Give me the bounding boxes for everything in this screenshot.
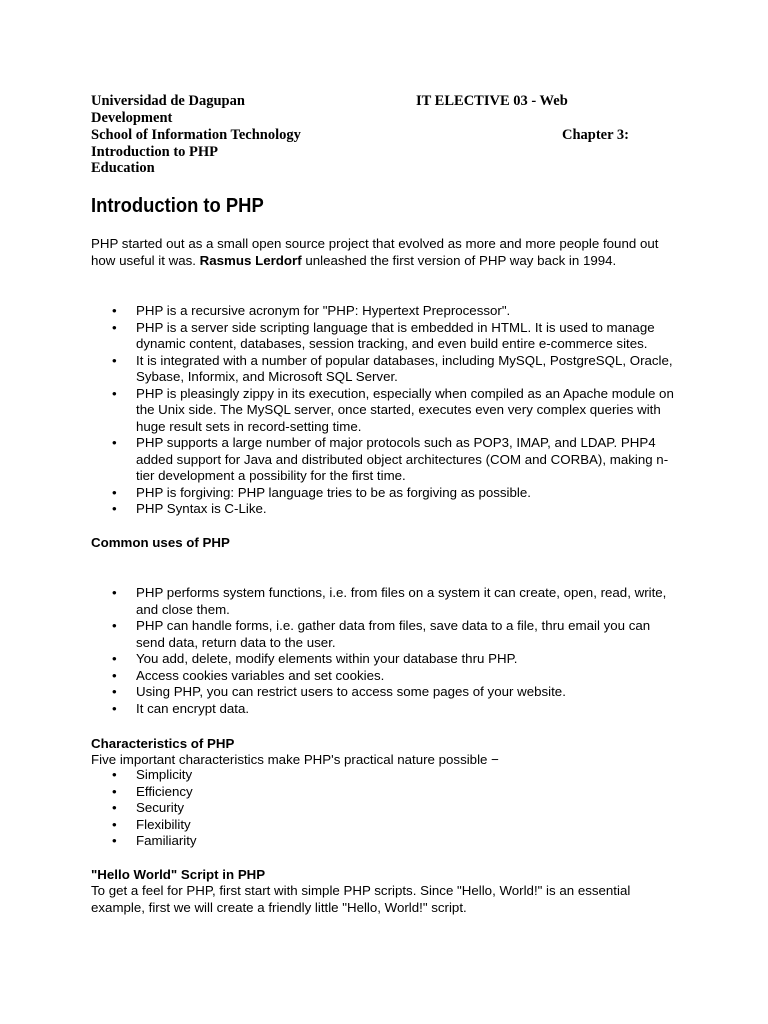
use-item bbox=[0, 618, 680, 651]
characteristic-item bbox=[0, 767, 400, 784]
use-item-text: PHP can handle forms, i.e. gather data from files, save data to a file, thru email you can send data, return data to the user. bbox=[136, 618, 651, 650]
header-department: Education bbox=[91, 160, 155, 176]
bullet-icon: • bbox=[112, 319, 117, 335]
intro-text-after: unleashed the first version of PHP way back in 1994. bbox=[301, 252, 617, 268]
use-item bbox=[0, 651, 680, 668]
characteristics-list bbox=[0, 767, 400, 850]
bullet-icon: • bbox=[112, 618, 117, 633]
characteristics-intro: Five important characteristics make PHP's practical nature possible − bbox=[91, 752, 499, 767]
header-school: School of Information Technology bbox=[91, 127, 301, 143]
characteristic-item bbox=[0, 784, 400, 801]
features-list bbox=[0, 303, 680, 518]
bullet-icon: • bbox=[112, 352, 117, 368]
bullet-icon: • bbox=[112, 667, 117, 683]
hello-paragraph: To get a feel for PHP, first start with simple PHP scripts. Since "Hello, World!" is an essential example, first we will create a friendly little "Hello, World!" script. bbox=[91, 883, 631, 915]
bullet-icon: • bbox=[112, 767, 117, 782]
feature-item-text: PHP Syntax is C-Like. bbox=[136, 501, 267, 516]
feature-item bbox=[0, 485, 680, 502]
feature-item-text: PHP is forgiving: PHP language tries to be as forgiving as possible. bbox=[136, 484, 531, 500]
feature-item bbox=[0, 435, 680, 485]
characteristic-item bbox=[0, 833, 400, 850]
feature-item-text: PHP is pleasingly zippy in its execution, especially when compiled as an Apache module on the Unix side. The MySQL server, once started, executes even very complex queries with huge result sets in record-setting time. bbox=[136, 385, 674, 434]
characteristic-item-text: Flexibility bbox=[136, 816, 191, 832]
use-item bbox=[0, 585, 680, 618]
bullet-icon: • bbox=[112, 800, 117, 815]
use-item-text: Access cookies variables and set cookies. bbox=[136, 667, 385, 683]
bullet-icon: • bbox=[112, 435, 117, 450]
intro-text-before: PHP started out as a small open source project that evolved as more and more people found out how useful it was. bbox=[91, 236, 659, 268]
header-course: IT ELECTIVE 03 - Web bbox=[416, 93, 568, 109]
characteristic-item-text: Familiarity bbox=[136, 833, 197, 848]
characteristics-heading: Characteristics of PHP bbox=[91, 736, 235, 751]
use-item bbox=[0, 701, 680, 718]
feature-item bbox=[0, 353, 680, 386]
feature-item-text: PHP supports a large number of major protocols such as POP3, IMAP, and LDAP. PHP4 added support for Java and distributed object architectures (COM and CORBA), making n-tier development a possibility for the first time. bbox=[136, 435, 669, 483]
bullet-icon: • bbox=[112, 833, 117, 848]
characteristic-item-text: Efficiency bbox=[136, 783, 193, 799]
intro-author-name: Rasmus Lerdorf bbox=[199, 252, 302, 268]
characteristic-item bbox=[0, 817, 400, 834]
page-title: Introduction to PHP bbox=[91, 195, 264, 217]
characteristic-item-text: Security bbox=[136, 800, 185, 815]
bullet-icon: • bbox=[112, 651, 117, 666]
bullet-icon: • bbox=[112, 816, 117, 832]
intro-paragraph bbox=[91, 236, 671, 269]
use-item bbox=[0, 684, 680, 701]
use-item-text: Using PHP, you can restrict users to access some pages of your website. bbox=[136, 684, 566, 699]
feature-item-text: PHP is a server side scripting language that is embedded in HTML. It is used to manage dynamic content, databases, session tracking, and even build entire e-commerce sites. bbox=[136, 319, 655, 351]
use-item bbox=[0, 668, 680, 685]
uses-list bbox=[0, 585, 680, 717]
use-item-text: You add, delete, modify elements within your database thru PHP. bbox=[136, 651, 518, 666]
feature-item bbox=[0, 386, 680, 436]
use-item-text: PHP performs system functions, i.e. from files on a system it can create, open, read, write, and close them. bbox=[136, 585, 667, 617]
bullet-icon: • bbox=[112, 585, 117, 600]
uses-heading: Common uses of PHP bbox=[91, 535, 230, 550]
header-chapter: Chapter 3: bbox=[562, 127, 629, 143]
bullet-icon: • bbox=[112, 484, 117, 500]
feature-item bbox=[0, 320, 680, 353]
use-item-text: It can encrypt data. bbox=[136, 700, 250, 716]
feature-item bbox=[0, 501, 680, 518]
bullet-icon: • bbox=[112, 501, 117, 516]
characteristic-item-text: Simplicity bbox=[136, 767, 193, 782]
hello-heading: "Hello World" Script in PHP bbox=[91, 867, 266, 882]
feature-item-text: PHP is a recursive acronym for "PHP: Hypertext Preprocessor". bbox=[136, 303, 511, 318]
header-chapter-title: Introduction to PHP bbox=[91, 144, 219, 160]
bullet-icon: • bbox=[112, 700, 117, 716]
feature-item-text: It is integrated with a number of popular databases, including MySQL, PostgreSQL, Oracle, Sybase, Informix, and Microsoft SQL Server. bbox=[136, 352, 673, 384]
characteristic-item bbox=[0, 800, 400, 817]
bullet-icon: • bbox=[112, 783, 117, 799]
bullet-icon: • bbox=[112, 303, 117, 318]
bullet-icon: • bbox=[112, 385, 117, 401]
header-course-continued: Development bbox=[91, 110, 173, 126]
header-university: Universidad de Dagupan bbox=[91, 93, 245, 109]
bullet-icon: • bbox=[112, 684, 117, 699]
feature-item bbox=[0, 303, 680, 320]
